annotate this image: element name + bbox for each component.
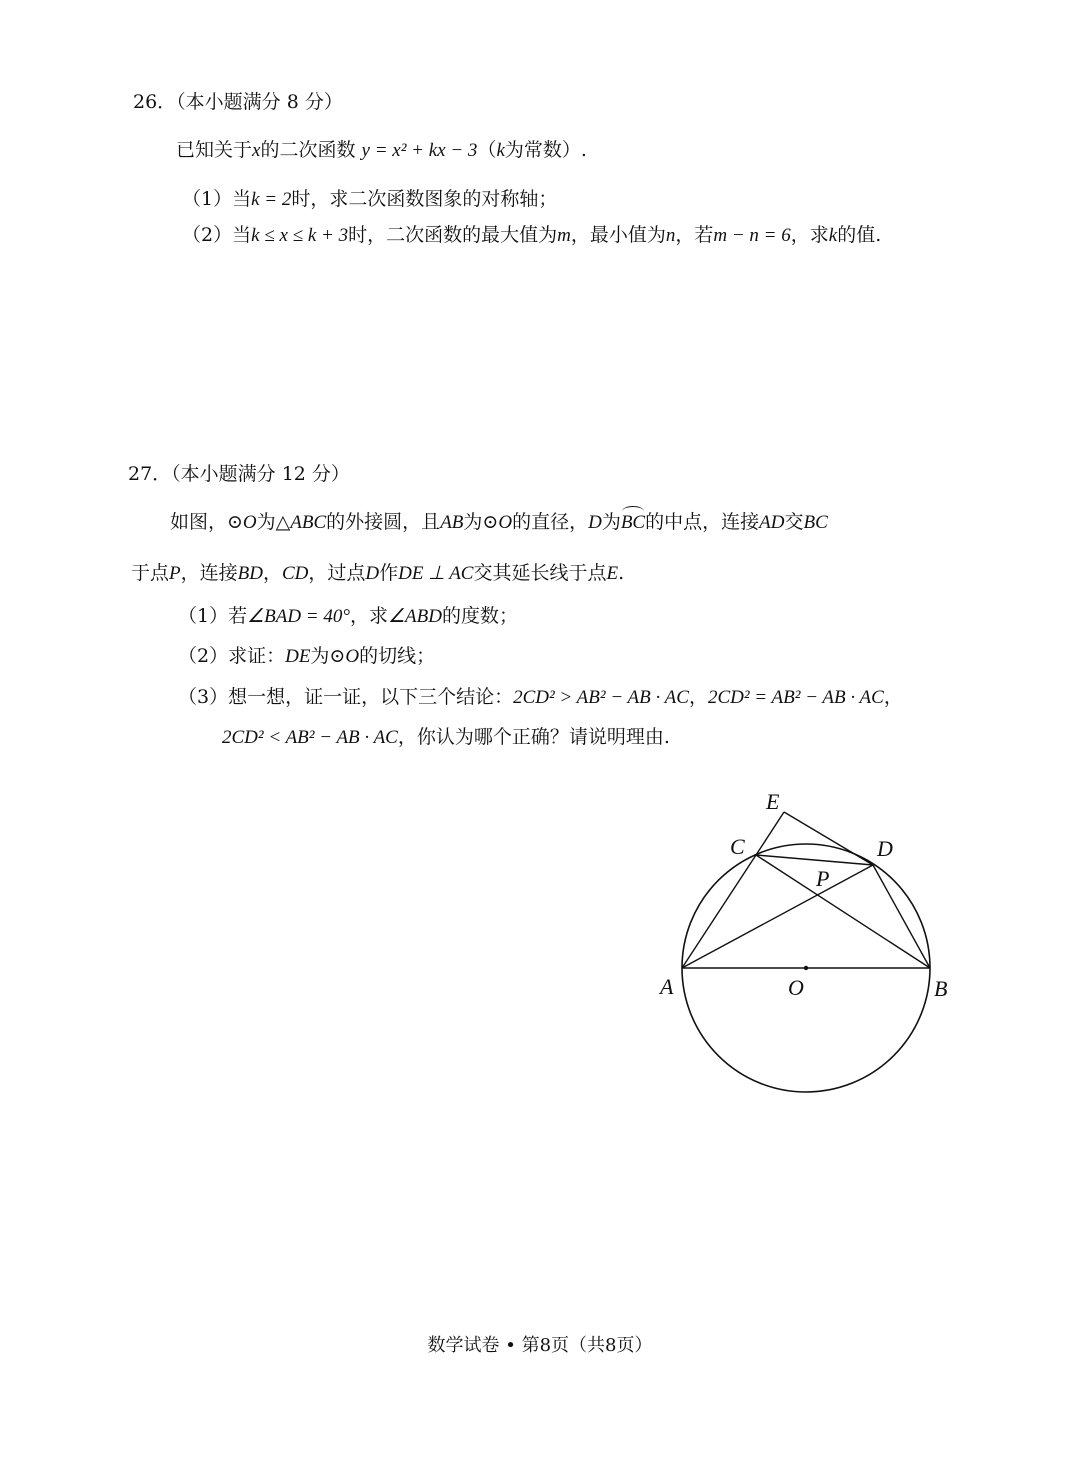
q27-stem-line1: 如图，⊙O为△ABC的外接圆，且AB为⊙O的直径，D为BC的中点，连接AD交BC (170, 511, 828, 533)
q26-stem: 已知关于x的二次函数 y = x² + kx − 3（k为常数）. (176, 139, 587, 161)
label-b: B (934, 976, 948, 1001)
page-footer: 数学试卷 • 第8页（共8页） (427, 1335, 653, 1356)
segment-ac (682, 855, 756, 968)
segment-ad (682, 865, 873, 968)
q26-function: y = x² + kx − 3 (361, 140, 478, 161)
q27-header: 27．（本小题满分 12 分） (128, 463, 350, 485)
label-d: D (877, 836, 893, 861)
q27-part3-line1: （3）想一想，证一证，以下三个结论：2CD² > AB² − AB · AC，2CD² = AB² − AB · AC， (178, 686, 903, 708)
q26-part1: （1）当k = 2时，求二次函数图象的对称轴； (182, 188, 558, 210)
label-e: E (766, 789, 780, 814)
q27-stem-line2: 于点P，连接BD，CD，过点D作DE ⊥ AC交其延长线于点E. (131, 562, 625, 584)
q26-header: 26．（本小题满分 8 分） (133, 91, 343, 113)
segment-cd (756, 855, 873, 865)
segment-cb (756, 855, 930, 968)
label-o: O (788, 975, 804, 1000)
q27-part2: （2）求证：DE为⊙O的切线； (178, 645, 436, 667)
q27-part1: （1）若∠BAD = 40°，求∠ABD的度数； (178, 605, 518, 627)
geometry-figure (640, 780, 960, 1110)
center-point-o (804, 966, 808, 970)
label-p: P (816, 866, 830, 891)
label-a: A (660, 974, 674, 999)
label-c: C (730, 834, 745, 859)
segment-de (784, 812, 873, 865)
segment-db (873, 865, 930, 968)
q27-part3-line2: 2CD² < AB² − AB · AC，你认为哪个正确？请说明理由. (222, 726, 670, 748)
arc-bc: BC (620, 512, 646, 533)
q26-part2: （2）当k ≤ x ≤ k + 3时，二次函数的最大值为m，最小值为n，若m − n = 6，求k的值. (182, 224, 882, 246)
